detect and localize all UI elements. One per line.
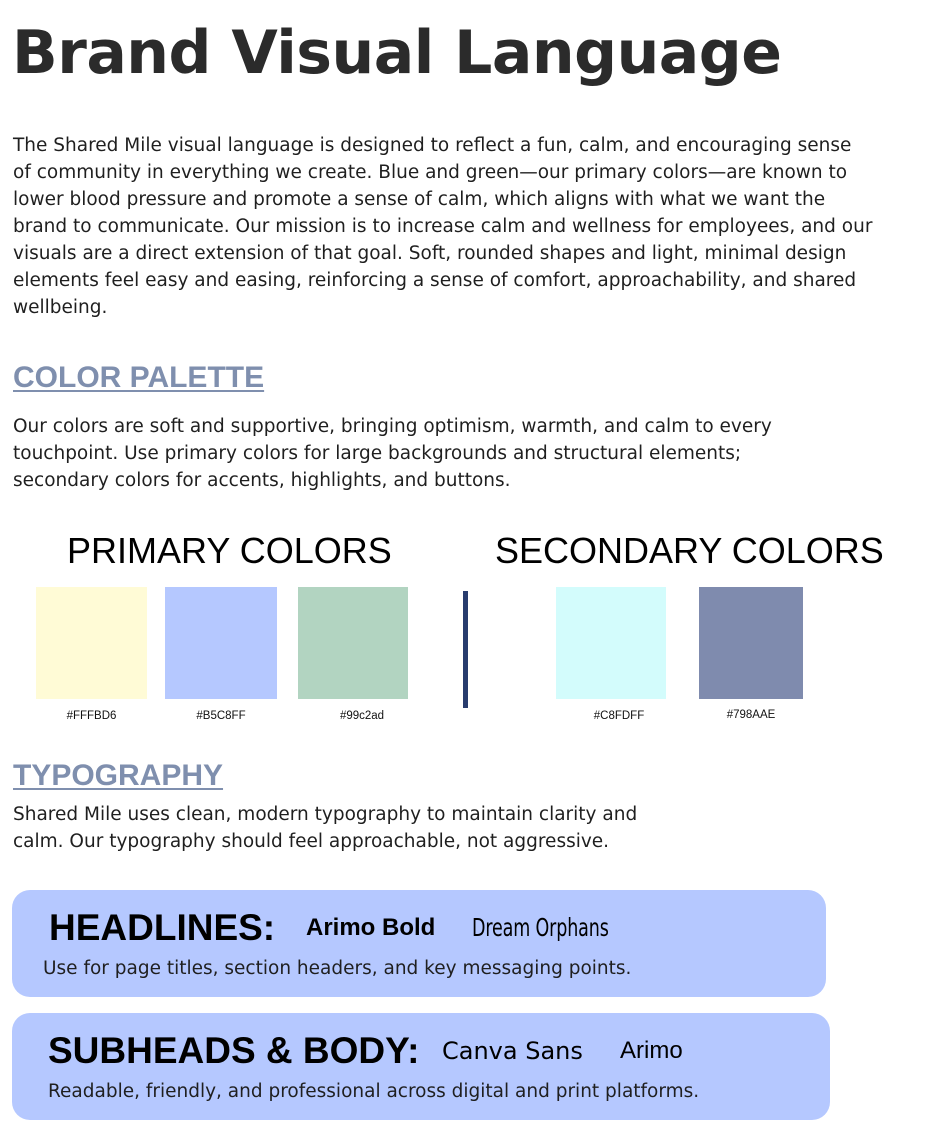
subheads-body-label: SUBHEADS & BODY: <box>48 1030 420 1071</box>
swatch-light-aqua-label: #C8FDFF <box>593 710 645 722</box>
swatch-periwinkle-label: #B5C8FF <box>196 710 246 722</box>
subheads-body-usage: Readable, friendly, and professional across digital and print platforms. <box>48 1081 700 1102</box>
swatch-cream <box>36 587 147 699</box>
headlines-usage: Use for page titles, section headers, and key messaging points. <box>43 958 632 979</box>
color-palette-heading: COLOR PALETTE <box>13 361 265 394</box>
font-sample-dream-orphans: Dream Orphans <box>472 913 609 942</box>
swatch-sage <box>298 587 408 699</box>
font-sample-canva-sans: Canva Sans <box>442 1037 583 1065</box>
secondary-colors-title: SECONDARY COLORS <box>495 530 884 571</box>
swatch-periwinkle <box>165 587 277 699</box>
font-sample-arimo-bold: Arimo Bold <box>306 914 436 941</box>
headlines-card <box>12 890 826 997</box>
headlines-label: HEADLINES: <box>49 907 276 948</box>
subheads-body-card <box>12 1013 830 1120</box>
intro-paragraph: The Shared Mile visual language is designed to reflect a fun, calm, and encouraging sense of community in everything we create. Blue and green—our primary colors—are known to lower blood pressure and promote a sense of calm, which aligns with what we want the brand to communicate. Our mission is to increase calm and wellness for employees, and our visuals are a direct extension of that goal. Soft, rounded shapes and light, minimal design elements feel easy and easing, reinforcing a sense of comfort, approachability, and shared wellbeing. <box>13 135 873 318</box>
swatch-light-aqua <box>556 587 666 699</box>
color-palette-description: Our colors are soft and supportive, bringing optimism, warmth, and calm to every touchpoint. Use primary colors for large backgrounds and structural elements; secondary colors for accents, highlights, and buttons. <box>13 416 772 491</box>
typography-description: Shared Mile uses clean, modern typography to maintain clarity and calm. Our typography should feel approachable, not aggressive. <box>13 804 638 852</box>
page-title: Brand Visual Language <box>12 18 782 88</box>
typography-heading: TYPOGRAPHY <box>13 759 224 792</box>
swatch-slate-blue-label: #798AAE <box>726 709 776 721</box>
primary-colors-title: PRIMARY COLORS <box>67 530 392 571</box>
swatch-sage-label: #99c2ad <box>339 710 385 722</box>
font-sample-arimo: Arimo <box>620 1037 683 1064</box>
swatch-slate-blue <box>699 587 803 699</box>
swatch-cream-label: #FFFBD6 <box>66 710 117 722</box>
palette-divider <box>463 591 468 708</box>
